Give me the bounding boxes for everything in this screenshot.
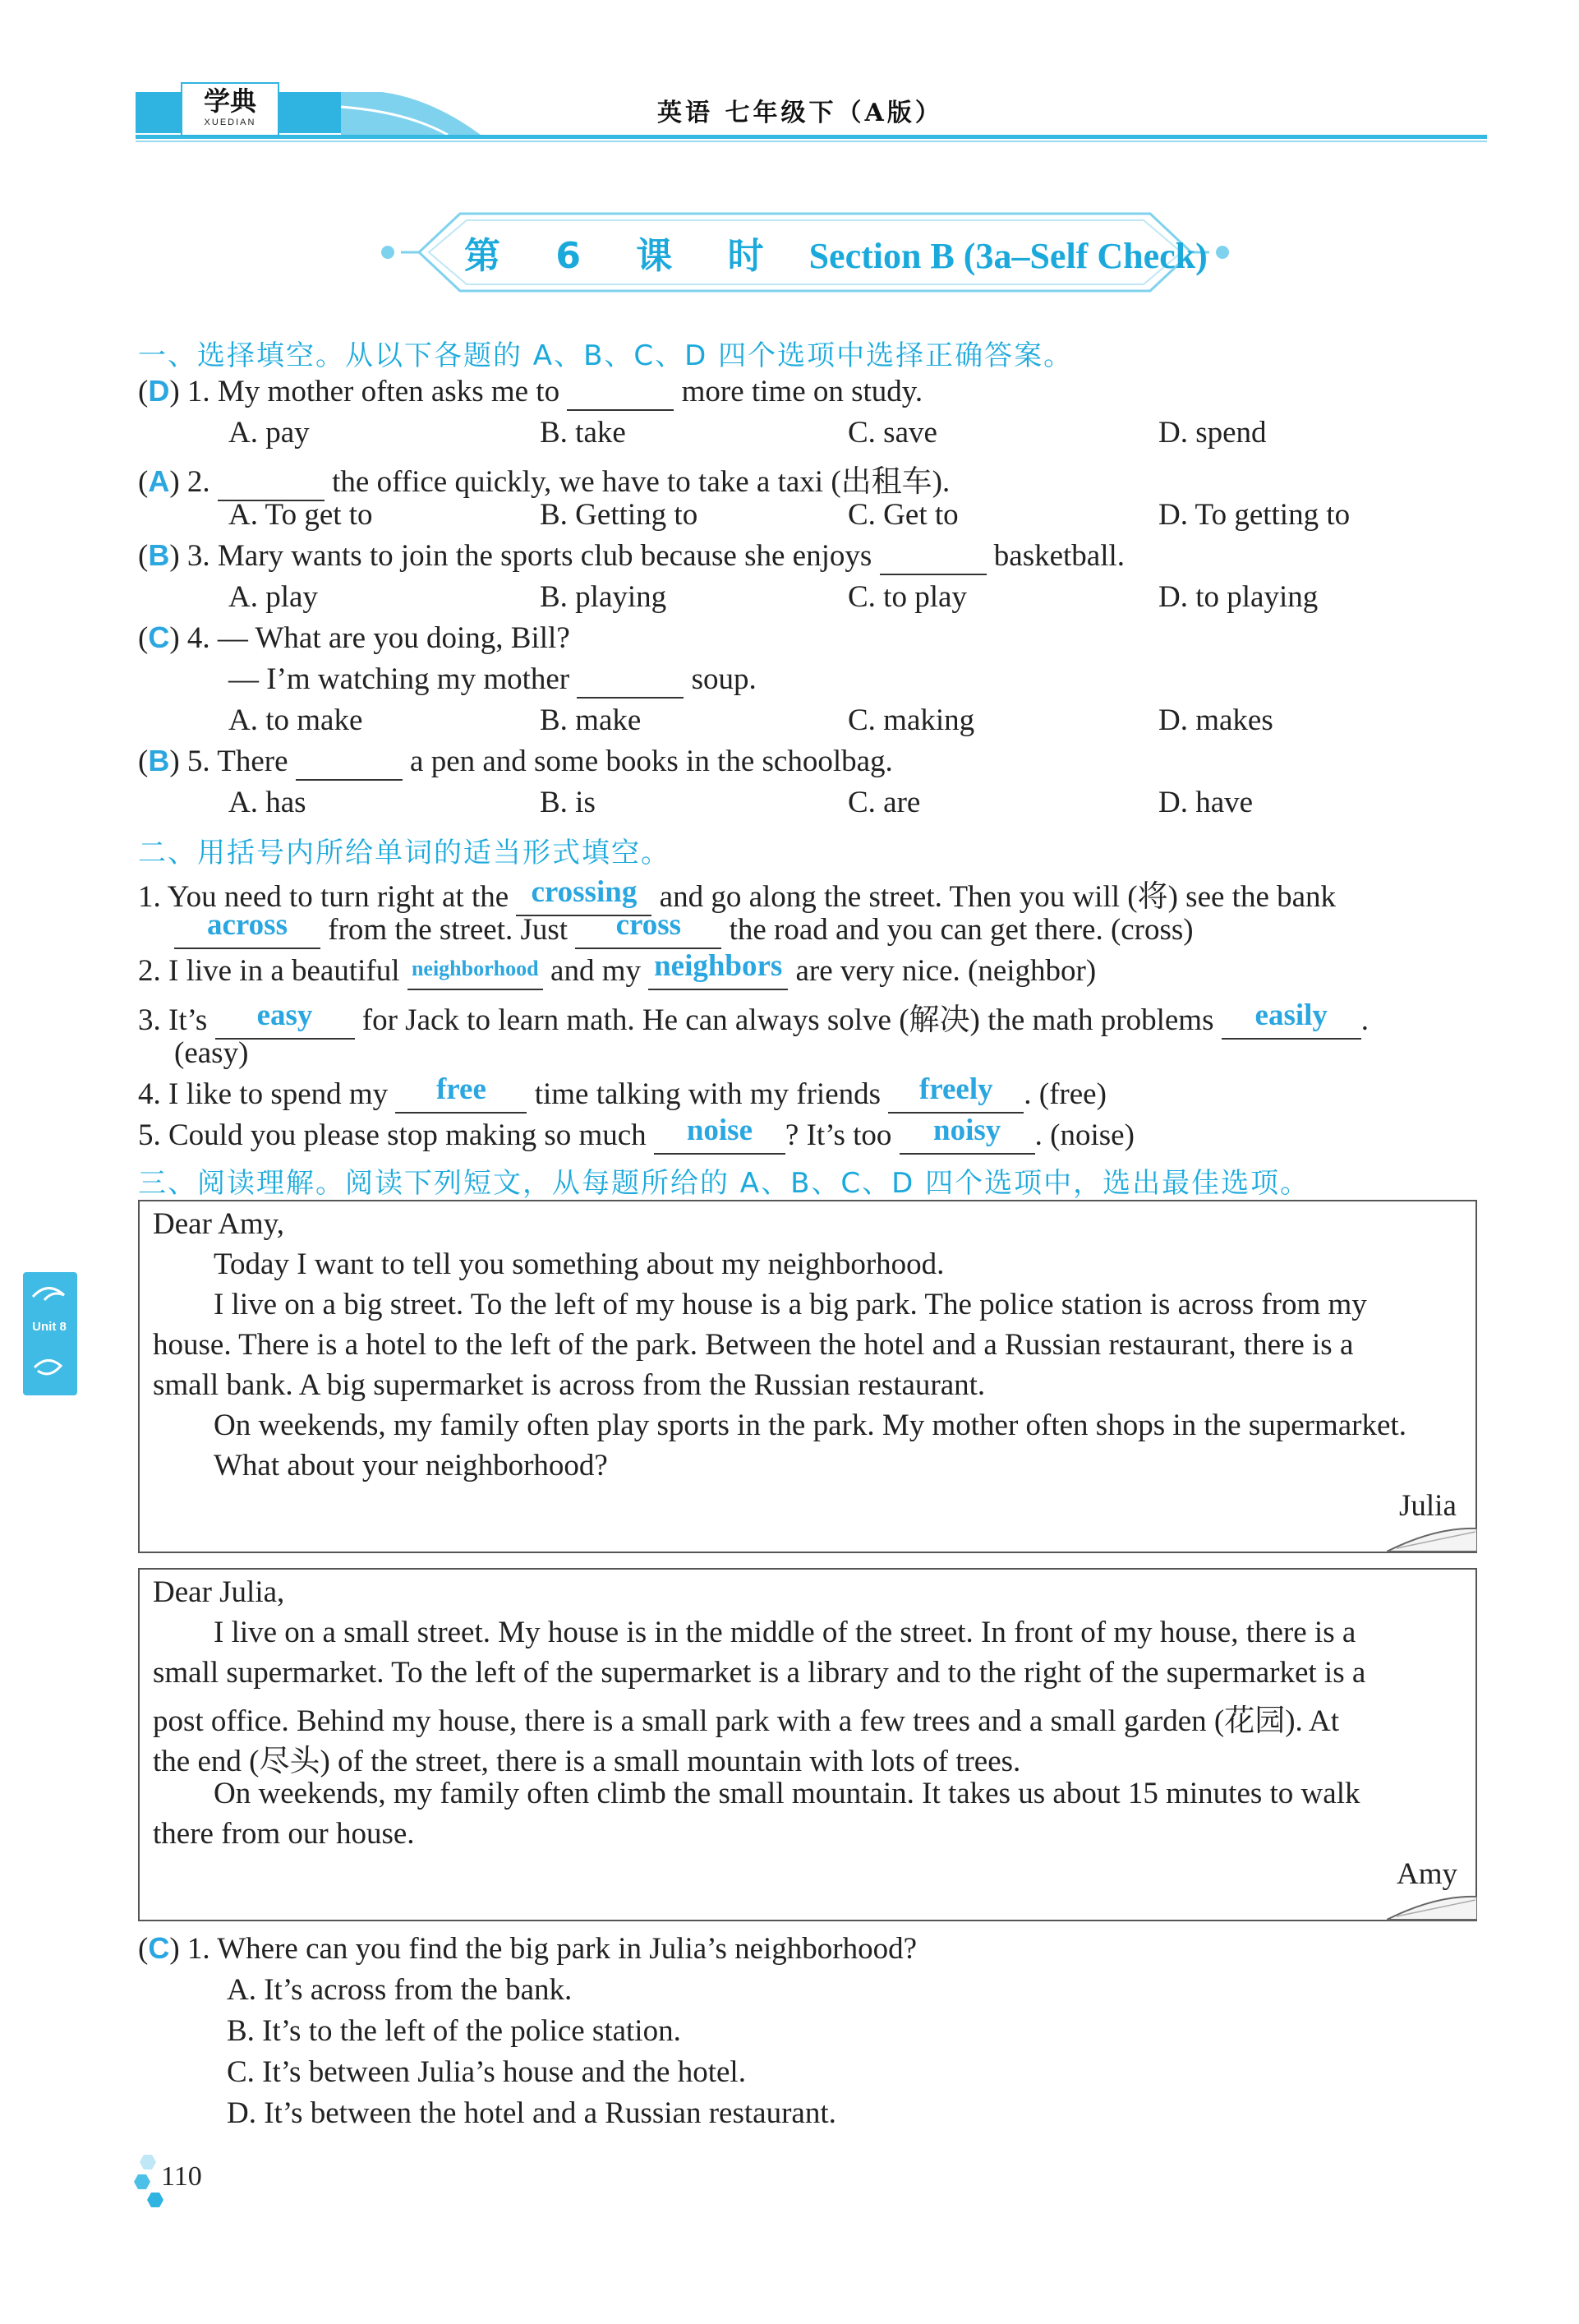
sentence-text: time talking with my friends (534, 1077, 882, 1111)
option: C. It’s between Julia’s house and the hotel. (227, 2055, 746, 2089)
option: D. It’s between the hotel and a Russian restaurant. (227, 2096, 836, 2130)
answer-mark: B (148, 538, 170, 572)
option: A. To get to (228, 498, 373, 532)
option: C. save (848, 416, 937, 450)
reading-question-1: (C) 1. Where can you find the big park in Julia’s neighborhood? (138, 1931, 918, 1966)
sentence-text: from the street. Just (328, 913, 569, 947)
filled-answer: crossing (531, 875, 638, 909)
fill-sentence-3-cont: (easy) (174, 1036, 249, 1070)
sentence-text: 4. I like to spend my (138, 1077, 389, 1111)
letter-line: On weekends, my family often play sports in the park. My mother often shops in the supermarket. (214, 1409, 1406, 1442)
answer-mark: A (148, 464, 170, 498)
sentence-text: and go along the street. Then you will (将) see the bank (659, 880, 1337, 914)
option: D. To getting to (1158, 498, 1351, 532)
option: D. to playing (1158, 580, 1319, 614)
option: C. to play (848, 580, 967, 614)
option: A. has (228, 786, 306, 819)
filled-answer: cross (615, 908, 682, 942)
lesson-title (464, 226, 1208, 279)
letter-line: On weekends, my family often climb the small mountain. It takes us about 15 minutes to walk (214, 1777, 1360, 1810)
filled-blank (648, 949, 788, 990)
letter-line: the end (尽头) of the street, there is a small mountain with lots of trees. (153, 1745, 1021, 1778)
option: D. spend (1158, 416, 1267, 450)
option: B. playing (540, 580, 667, 614)
letter-line: I live on a big street. To the left of my house is a big park. The police station is across from my (214, 1288, 1367, 1321)
logo-text: 学典 (203, 85, 256, 117)
option: C. Get to (848, 498, 959, 532)
option: D. makes (1158, 703, 1273, 737)
section2-title: 二、用括号内所给单词的适当形式填空。 (138, 837, 670, 869)
answer-blank (577, 663, 684, 699)
letter-line: post office. Behind my house, there is a small park with a few trees and a small garden (花园). At (153, 1704, 1339, 1738)
sentence-text: 5. Could you please stop making so much (138, 1118, 647, 1152)
letter-greeting: Dear Julia, (153, 1575, 285, 1609)
swirl-icon (23, 1272, 77, 1395)
question-5: (B) 5. There a pen and some books in the schoolbag. (138, 744, 893, 781)
question-text: the office quickly, we have to take a taxi (出租车). (332, 465, 951, 499)
sentence-text: the road and you can get there. (cross) (729, 913, 1194, 947)
answer-blank (880, 540, 987, 575)
fill-sentence-1 (138, 871, 1336, 916)
filled-answer: neighbors (654, 949, 783, 983)
filled-blank (900, 1114, 1035, 1155)
fill-sentence-5 (138, 1114, 1135, 1155)
filled-answer: neighborhood (411, 957, 539, 980)
question-text: 3. Mary wants to join the sports club because she enjoys (186, 539, 872, 573)
page-number: 110 (161, 2161, 202, 2192)
option: B. make (540, 703, 642, 737)
sentence-text: ? It’s too (785, 1118, 892, 1152)
header-rule (136, 135, 1487, 139)
question-4-reply (228, 662, 757, 699)
filled-blank (395, 1072, 527, 1114)
letter-line: I live on a small street. My house is in the middle of the street. In front of my house, there is a (214, 1616, 1356, 1649)
publisher-logo (181, 82, 279, 136)
option: B. It’s to the left of the police station. (227, 2014, 681, 2048)
filled-answer: easily (1254, 998, 1328, 1032)
header-rule-thin (136, 141, 1487, 142)
answer-blank (567, 376, 674, 411)
fill-sentence-4 (138, 1072, 1107, 1114)
question-1: (D) 1. My mother often asks me to more time on study. (138, 374, 923, 411)
sentence-text: 3. It’s (138, 1003, 208, 1037)
answer-mark: D (148, 374, 170, 408)
filled-blank (1222, 998, 1361, 1040)
letter-line: small bank. A big supermarket is across from the Russian restaurant. (153, 1368, 986, 1402)
option: B. take (540, 416, 626, 450)
question-4: (C) 4. — What are you doing, Bill? (138, 620, 570, 655)
lesson-number: 第 6 课 时 (464, 235, 785, 277)
sentence-text: and my (550, 954, 641, 988)
question-text: 1. Where can you find the big park in Julia’s neighborhood? (186, 1932, 918, 1966)
option: A. It’s across from the bank. (227, 1973, 573, 2007)
sentence-text: 1. You need to turn right at the (138, 880, 509, 914)
section1-title: 一、选择填空。从以下各题的 A、B、C、D 四个选项中选择正确答案。 (138, 339, 1074, 372)
question-text: 5. There (186, 745, 288, 778)
sentence-text: . (free) (1024, 1077, 1107, 1111)
answer-blank (296, 745, 403, 781)
question-text: more time on study. (681, 375, 923, 408)
letter-line: Today I want to tell you something about my neighborhood. (214, 1247, 945, 1281)
fill-sentence-1-cont (174, 908, 1194, 949)
letter-greeting: Dear Amy, (153, 1207, 284, 1241)
page-curl-icon (1387, 1524, 1477, 1553)
question-3: (B) 3. Mary wants to join the sports club because she enjoys basketball. (138, 538, 1125, 575)
book-title: 英语 七年级下（A版） (657, 99, 943, 127)
option: B. Getting to (540, 498, 698, 532)
section3-title: 三、阅读理解。阅读下列短文，从每题所给的 A、B、C、D 四个选项中，选出最佳选项。 (138, 1167, 1310, 1200)
filled-blank (575, 908, 721, 949)
filled-answer: noisy (933, 1114, 1001, 1147)
filled-answer: easy (256, 998, 313, 1032)
sentence-text: for Jack to learn math. He can always solve (解决) the math problems (361, 1003, 1214, 1037)
letter-line: small supermarket. To the left of the supermarket is a library and to the right of the supermarket is a (153, 1656, 1366, 1690)
lesson-section: Section B (3a–Self Check) (808, 236, 1208, 276)
option: D. have (1158, 786, 1254, 819)
filled-answer: free (435, 1072, 486, 1106)
filled-blank (654, 1114, 785, 1155)
filled-blank (215, 998, 355, 1040)
answer-mark: C (148, 1931, 170, 1965)
filled-blank (174, 908, 320, 949)
sentence-text: . (noise) (1034, 1118, 1135, 1152)
letter-line: What about your neighborhood? (214, 1449, 608, 1482)
sentence-text: 2. I live in a beautiful (138, 954, 400, 988)
filled-answer: freely (918, 1072, 993, 1106)
letter-line: house. There is a hotel to the left of the park. Between the hotel and a Russian restaurant, there is a (153, 1328, 1354, 1362)
unit-side-tab (23, 1272, 77, 1395)
fill-sentence-2 (138, 949, 1097, 990)
answer-mark: B (148, 744, 170, 777)
sentence-text: are very nice. (neighbor) (795, 954, 1097, 988)
filled-answer: across (207, 908, 288, 942)
option: C. making (848, 703, 975, 737)
filled-answer: noise (686, 1114, 753, 1147)
letter-signature: Amy (1397, 1857, 1457, 1891)
question-text: soup. (691, 662, 757, 696)
option: A. pay (228, 416, 310, 450)
letter-line: there from our house. (153, 1817, 415, 1851)
question-text: basketball. (993, 539, 1126, 573)
unit-label: Unit 8 (32, 1320, 67, 1334)
logo-subtext: XUEDIAN (204, 118, 256, 127)
option: A. play (228, 580, 318, 614)
question-2: (A) 2. the office quickly, we have to take a taxi (出租车). (138, 456, 950, 501)
answer-mark: C (148, 620, 170, 654)
option: B. is (540, 786, 596, 819)
question-text: a pen and some books in the schoolbag. (410, 745, 893, 778)
fill-sentence-3 (138, 994, 1369, 1040)
answer-blank (218, 466, 325, 501)
question-text: 2. (186, 465, 210, 499)
filled-blank (407, 955, 543, 990)
sentence-text: . (1360, 1003, 1369, 1037)
page-curl-icon (1387, 1892, 1477, 1921)
question-text: 1. My mother often asks me to (186, 375, 560, 408)
letter-signature: Julia (1399, 1489, 1457, 1523)
option: A. to make (228, 703, 363, 737)
filled-blank (888, 1072, 1024, 1114)
question-text: — I’m watching my mother (228, 662, 570, 696)
question-text: 4. — What are you doing, Bill? (186, 621, 570, 655)
option: C. are (848, 786, 921, 819)
